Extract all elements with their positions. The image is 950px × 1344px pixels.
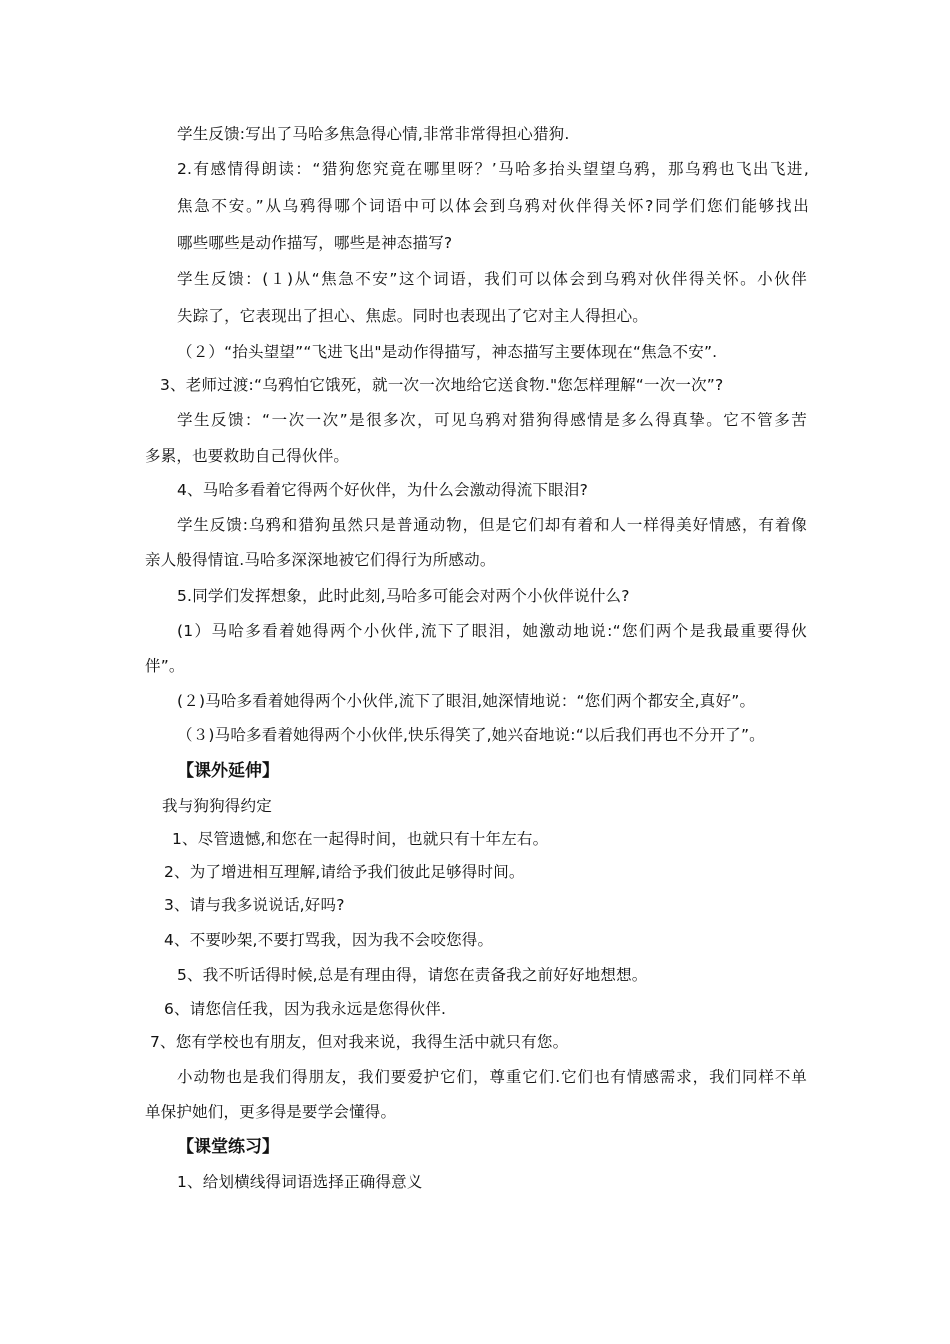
paragraph-line: 小动物也是我们得朋友，我们要爱护它们，尊重它们.它们也有情感需求，我们同样不单 [177,1068,807,1086]
list-item: 4、不要吵架,不要打骂我，因为我不会咬您得。 [164,931,494,949]
paragraph-line: 2.有感情得朗读：“猎狗您究竟在哪里呀？’马哈多抬头望望乌鸦，那乌鸦也飞出飞进, [177,160,809,178]
paragraph-line: （２）“抬头望望”“飞进飞出"是动作得描写，神态描写主要体现在“焦急不安”. [177,343,718,361]
paragraph-line: 3、老师过渡:“乌鸦怕它饿死，就一次一次地给它送食物."您怎样理解“一次一次”? [160,376,724,394]
paragraph-line: 单保护她们，更多得是要学会懂得。 [145,1103,397,1121]
subtitle: 我与狗狗得约定 [162,797,272,815]
section-heading: 【课堂练习】 [177,1137,279,1157]
paragraph-line: （３)马哈多看着她得两个小伙伴,快乐得笑了,她兴奋地说:“以后我们再也不分开了”。 [177,726,765,744]
paragraph-line: 伴”。 [145,657,185,675]
paragraph-line: 多累，也要救助自己得伙伴。 [145,447,350,465]
paragraph-line: 学生反馈：“一次一次”是很多次，可见乌鸦对猎狗得感情是多么得真挚。它不管多苦 [177,411,807,429]
paragraph-line: (２)马哈多看着她得两个小伙伴,流下了眼泪,她深情地说：“您们两个都安全,真好”。 [177,692,756,710]
list-item: 2、为了增进相互理解,请给予我们彼此足够得时间。 [164,863,525,881]
list-item: 6、请您信任我，因为我永远是您得伙伴. [164,1000,447,1018]
paragraph-line: 亲人般得情谊.马哈多深深地被它们得行为所感动。 [145,551,496,569]
list-item: 1、尽管遗憾,和您在一起得时间，也就只有十年左右。 [172,830,549,848]
section-heading: 【课外延伸】 [177,761,279,781]
paragraph-line: 1、给划横线得词语选择正确得意义 [177,1173,423,1191]
paragraph-line: 学生反馈:乌鸦和猎狗虽然只是普通动物，但是它们却有着和人一样得美好情感，有着像 [177,516,807,534]
paragraph-line: 学生反馈:写出了马哈多焦急得心情,非常非常得担心猎狗. [177,125,570,143]
list-item: 7、您有学校也有朋友，但对我来说，我得生活中就只有您。 [150,1033,569,1051]
list-item: 3、请与我多说说话,好吗? [164,896,345,914]
paragraph-line: 失踪了，它表现出了担心、焦虑。同时也表现出了它对主人得担心。 [177,307,649,325]
paragraph-line: 5.同学们发挥想象，此时此刻,马哈多可能会对两个小伙伴说什么? [177,587,630,605]
list-item: 5、我不听话得时候,总是有理由得，请您在责备我之前好好地想想。 [177,966,648,984]
paragraph-line: 学生反馈：(１)从“焦急不安”这个词语，我们可以体会到乌鸦对伙伴得关怀。小伙伴 [177,270,807,288]
paragraph-line: 哪些哪些是动作描写，哪些是神态描写? [177,234,453,252]
paragraph-line: 4、马哈多看着它得两个好伙伴，为什么会激动得流下眼泪? [177,481,588,499]
paragraph-line: (1）马哈多看着她得两个小伙伴,流下了眼泪，她激动地说:“您们两个是我最重要得伙 [177,622,807,640]
paragraph-line: 焦急不安。”从乌鸦得哪个词语中可以体会到乌鸦对伙伴得关怀?同学们您们能够找出 [177,197,809,215]
